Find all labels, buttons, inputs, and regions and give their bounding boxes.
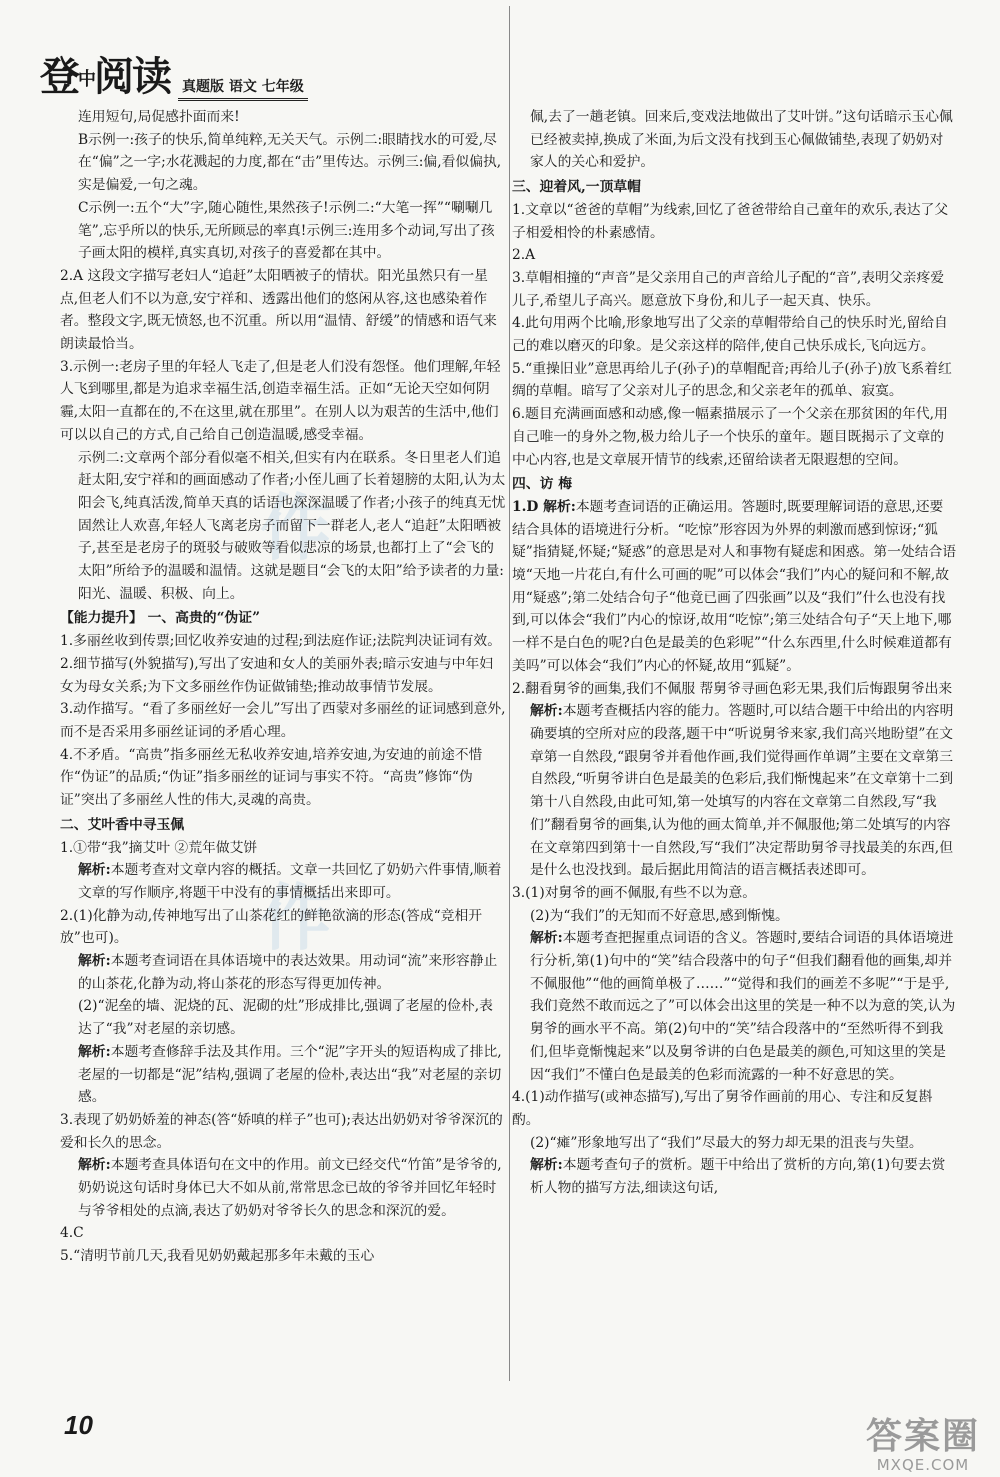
logo-main: 登 (40, 53, 78, 100)
answer-paragraph (60, 197, 506, 265)
section-heading (60, 607, 506, 630)
paragraph-text: 4.C (60, 1225, 84, 1242)
answer-paragraph (60, 447, 506, 606)
analysis-label: 解析: (78, 1043, 111, 1060)
paragraph-text: 三、迎着风,一顶草帽 (512, 179, 641, 196)
answer-paragraph (60, 129, 506, 197)
paragraph-text: 2.A (512, 247, 536, 264)
paragraph-text: 3.动作描写。“看了多丽丝好一会儿”写出了西蒙对多丽丝的证词感到意外,而不是否采用多丽丝证词的矛盾心理。 (60, 701, 506, 740)
corner-watermark (866, 1418, 980, 1474)
answer-paragraph (60, 995, 506, 1040)
analysis-label: 1.D 解析: (512, 498, 576, 515)
left-column (60, 106, 506, 1268)
paragraph-text: 本题考查句子的赏析。题干中给出了赏析的方向,第(1)句要去赏析人物的描写方法,细读这句话, (530, 1157, 946, 1197)
answer-paragraph (60, 106, 506, 129)
paragraph-text: 本题考查概括内容的能力。答题时,可以结合题干中给出的内容明确要填的空所对应的段落,题干中“听说舅爷来家,我们高兴地盼望”在文章第一自然段,“跟舅爷并看他作画,我们觉得画作单调”主要在文章第三自然段,“听舅爷讲白色是最美的色彩后,我们惭愧起来”在文章第十二到第十八自然段,由此可知,第一处填写的内容在文章第二自然段,写“我们”翻看舅爷的画集,认为他的画太简单,并不佩服他;第二处填写的内容在文章第四到第十一自然段,写“我们”决定帮助舅爷寻找最美的东西,但是什么也没找到。最后据此用简洁的语言概括表述即可。 (530, 703, 954, 879)
answer-paragraph (512, 700, 957, 882)
right-column (512, 106, 957, 1200)
analysis-label: 解析: (530, 930, 563, 947)
answer-paragraph (512, 905, 957, 928)
paragraph-text: 4.不矛盾。“高贵”指多丽丝无私收养安迪,培养安迪,为安迪的前途不惜作“伪证”的品质;“伪证”指多丽丝的证词与事实不符。“高贵”修饰“伪证”突出了多丽丝人性的伟大,灵魂的高贵。 (60, 746, 483, 809)
paragraph-text: 3.草帽相撞的“声音”是父亲用自己的声音给儿子配的“音”,表明父亲疼爱儿子,希望儿子高兴。愿意放下身份,和儿子一起天真、快乐。 (512, 269, 945, 309)
paragraph-text: 本题考查对文章内容的概括。文章一共回忆了奶奶六件事情,顺着文章的写作顺序,将题干中没有的事情概括出来即可。 (78, 862, 502, 901)
answer-paragraph (60, 1222, 506, 1245)
paragraph-text: 本题考查词语的正确运用。答题时,既要理解词语的意思,还要结合具体的语境进行分析。“吃惊”形容因为外界的刺激而感到惊讶;“狐疑”指猜疑,怀疑;“疑惑”的意思是对人和事物有疑虑和困惑。第一处结合语境“天地一片花白,有什么可画的呢”可以体会“我们”内心的疑问和不解,故用“疑惑”;第二处结合句子“他竟已画了四张画”以及“我们”什么也没有找到,可以体会“我们”内心的惊讶,故用“吃惊”;第三处结合句子“天上地下,哪一样不是白色的呢?白色是最美的色彩呢”“什么东西里,什么时候难道都有美吗”可以体会“我们”内心的怀疑,故用“狐疑”。 (512, 498, 957, 674)
answer-paragraph (60, 950, 506, 995)
answer-paragraph (60, 653, 506, 698)
answer-paragraph (60, 356, 506, 447)
paragraph-text: 4.此句用两个比喻,形象地写出了父亲的草帽带给自己的快乐时光,留给自己的难以磨灭的印象。是父亲这样的陪伴,使自己快乐成长,飞向远方。 (512, 315, 948, 355)
answer-paragraph (512, 882, 957, 905)
answer-paragraph (60, 698, 506, 743)
paragraph-text: 连用短句,局促感扑面而来! (78, 109, 240, 125)
background-watermark: 作 (260, 486, 333, 570)
logo-end: 阅读 (94, 53, 170, 100)
paragraph-text: 2.(1)化静为动,传神地写出了山茶花红的鲜艳欲滴的形态(答成“竞相开放”也可)。 (60, 907, 483, 947)
header (40, 52, 350, 102)
paragraph-text: B示例一:孩子的快乐,简单纯粹,无关天气。示例二:眼睛找水的可爱,尽在“偏”之一字;水花溅起的力度,都在“击”里传达。示例三:偏,看似偏执,实是偏爱,一句之魂。 (78, 131, 502, 194)
analysis-label: 解析: (78, 1157, 111, 1174)
analysis-label: 解析: (530, 1157, 563, 1174)
answer-paragraph (512, 358, 957, 403)
background-watermark: 作 (260, 876, 333, 960)
answer-paragraph (60, 859, 506, 904)
section-heading (512, 176, 957, 199)
logo-small: 中 (78, 69, 94, 90)
page-number: 10 (64, 1410, 93, 1440)
paragraph-text: 1.①带“我”摘艾叶 ②荒年做艾饼 (60, 839, 258, 856)
answer-paragraph (512, 199, 957, 244)
analysis-label: 解析: (530, 703, 563, 720)
answer-paragraph (512, 1132, 957, 1155)
answer-paragraph (512, 1086, 957, 1131)
answer-paragraph (512, 106, 957, 174)
paragraph-text: 4.(1)动作描写(或神态描写),写出了舅爷作画前的用心、专注和反复斟酌。 (512, 1089, 933, 1128)
paragraph-text: 本题考查具体语句在文中的作用。前文已经交代“竹笛”是爷爷的,奶奶说这句话时身体已大不如从前,常常思念已故的爷爷并回忆年轻时与爷爷相处的点滴,表达了奶奶对爷爷长久的思念和深沉的爱。 (78, 1157, 502, 1219)
answer-paragraph (512, 244, 957, 267)
answer-paragraph (512, 403, 957, 471)
paragraph-text: (2)“泥垒的墙、泥烧的瓦、泥砌的灶”形成排比,强调了老屋的俭朴,表达了“我”对老屋的亲切感。 (78, 998, 493, 1038)
watermark-url: MXQE.COM (876, 1456, 970, 1474)
answer-paragraph (60, 1245, 506, 1268)
answer-paragraph (512, 267, 957, 312)
paragraph-text: 1.文章以“爸爸的草帽”为线索,回忆了爸爸带给自己童年的欢乐,表达了父子相爱相怜的朴素感情。 (512, 201, 949, 241)
paragraph-text: 示例二:文章两个部分看似毫不相关,但实有内在联系。冬日里老人们追赶太阳,安宁祥和的画面感动了作者;小侄儿画了长着翅膀的太阳,认为太阳会飞,纯真活泼,简单天真的话语也深深温暖了作者;小孩子的纯真无忧固然让人欢喜,年轻人飞离老房子而留下一群老人,老人“追赶”太阳晒被子,甚至是老房子的斑驳与破败等看似悲凉的场景,也都打上了“会飞的太阳”所给予的温暖和温情。这就是题目“会飞的太阳”给予读者的力量:阳光、温暖、积极、向上。 (78, 449, 506, 602)
paragraph-text: C示例一:五个“大”字,随心随性,果然孩子!示例二:“大笔一挥”“唰唰几笔”,忘乎所以的快乐,无所顾忌的率真!示例三:连用多个动词,写出了孩子画太阳的模样,真实真切,对孩子的喜爱都在其中。 (78, 199, 495, 262)
answer-paragraph (60, 1041, 506, 1109)
paragraph-text: 3.表现了奶奶娇羞的神态(答“娇嗔的样子”也可);表达出奶奶对爷爷深沉的爱和长久的思念。 (60, 1111, 503, 1151)
section-heading (60, 814, 506, 837)
paragraph-text: 3.(1)对舅爷的画不佩服,有些不以为意。 (512, 884, 757, 901)
answer-paragraph (60, 1154, 506, 1222)
header-subtitle: 真题版 语文 七年级 (178, 76, 308, 101)
paragraph-text: 2.翻看舅爷的画集,我们不佩服 帮舅爷寻画色彩无果,我们后悔跟舅爷出来 (512, 680, 953, 697)
paragraph-text: 2.A 这段文字描写老妇人“追赶”太阳晒被子的情状。阳光虽然只有一星点,但老人们不以为意,安宁祥和、透露出他们的悠闲从容,这也感染着作者。整段文字,既无愤怒,也不沉重。所以用“温情、舒缓”的情感和语气来朗读最恰当。 (60, 267, 497, 353)
answer-paragraph (512, 496, 957, 678)
logo (40, 52, 170, 105)
paragraph-text: 【能力提升】 一、高贵的“伪证” (60, 610, 261, 627)
paragraph-text: 5.“清明节前几天,我看见奶奶戴起那多年未戴的玉心 (60, 1248, 375, 1265)
paragraph-text: 本题考查词语在具体语境中的表达效果。用动词“流”来形容静止的山茶花,化静为动,将山茶花的形态写得更加传神。 (78, 953, 498, 992)
paragraph-text: 6.题目充满画面感和动感,像一幅素描展示了一个父亲在那贫困的年代,用自己唯一的身外之物,极力给儿子一个快乐的童年。题目既揭示了文章的中心内容,也是文章展开情节的线索,还留给读者无限遐想的空间。 (512, 406, 948, 468)
answer-paragraph (60, 630, 506, 653)
answer-paragraph (60, 265, 506, 356)
answer-paragraph (60, 1109, 506, 1154)
paragraph-text: 2.细节描写(外貌描写),写出了安迪和女人的美丽外表;暗示安迪与中年妇女为母女关系;为下文多丽丝作伪证做铺垫;推动故事情节发展。 (60, 655, 494, 695)
analysis-label: 解析: (78, 862, 111, 879)
paragraph-text: 佩,去了一趟老镇。回来后,变戏法地做出了艾叶饼。”这句话暗示玉心佩已经被卖掉,换成了米面,为后文没有找到玉心佩做铺垫,表现了奶奶对家人的关心和爱护。 (530, 109, 953, 171)
answer-paragraph (512, 312, 957, 357)
paragraph-text: 3.示例一:老房子里的年轻人飞走了,但是老人们没有怨怪。他们理解,年轻人飞到哪里,都是为追求幸福生活,创造幸福生活。正如“无论天空如何阴霾,太阳一直都在的,不在这里,就在那里”。在别人以为艰苦的生活中,他们可以以自己的方式,自己给自己创造温暖,感受幸福。 (60, 358, 501, 443)
paragraph-text: 二、艾叶香中寻玉佩 (60, 816, 185, 833)
answer-paragraph (512, 1154, 957, 1199)
analysis-label: 解析: (78, 953, 111, 970)
paragraph-text: 本题考查把握重点词语的含义。答题时,要结合词语的具体语境进行分析,第(1)句中的“笑”结合段落中的句子“但我们翻看他的画集,却并不佩服他”“他的画简单极了……”“觉得和我们的画差不多呢”“于是乎,我们竟然不敢而远之了”可以体会出这里的笑是一种不以为意的笑,认为舅爷的画水平不高。第(2)句中的“笑”结合段落中的“至然听得不到我们,但毕竟惭愧起来”以及舅爷讲的白色是最美的颜色,可知这里的笑是因“我们”不懂白色是最美的色彩而流露的一种不好意思的笑。 (530, 930, 956, 1083)
paragraph-text: 四、访 梅 (512, 476, 572, 493)
column-divider (509, 6, 510, 1381)
paragraph-text: 本题考查修辞手法及其作用。三个“泥”字开头的短语构成了排比,老屋的一切都是“泥”结构,强调了老屋的俭朴,表达出“我”对老屋的亲切感。 (78, 1043, 502, 1106)
answer-paragraph (60, 905, 506, 950)
paragraph-text: (2)“瘫”形象地写出了“我们”尽最大的努力却无果的沮丧与失望。 (530, 1134, 923, 1151)
paragraph-text: (2)为“我们”的无知而不好意思,感到惭愧。 (530, 907, 789, 924)
answer-paragraph (512, 927, 957, 1086)
answer-paragraph (512, 678, 957, 701)
section-heading (512, 473, 957, 496)
paragraph-text: 1.多丽丝收到传票;回忆收养安迪的过程;到法庭作证;法院判决证词有效。 (60, 633, 502, 650)
paragraph-text: 5.“重操旧业”意思再给儿子(孙子)的草帽配音;再给儿子(孙子)放飞系着红绸的草帽。暗写了父亲对儿子的思念,和父亲老年的孤单、寂寞。 (512, 360, 952, 400)
answer-paragraph (60, 744, 506, 812)
answer-paragraph (60, 837, 506, 860)
watermark-text: 答案圈 (865, 1416, 980, 1457)
